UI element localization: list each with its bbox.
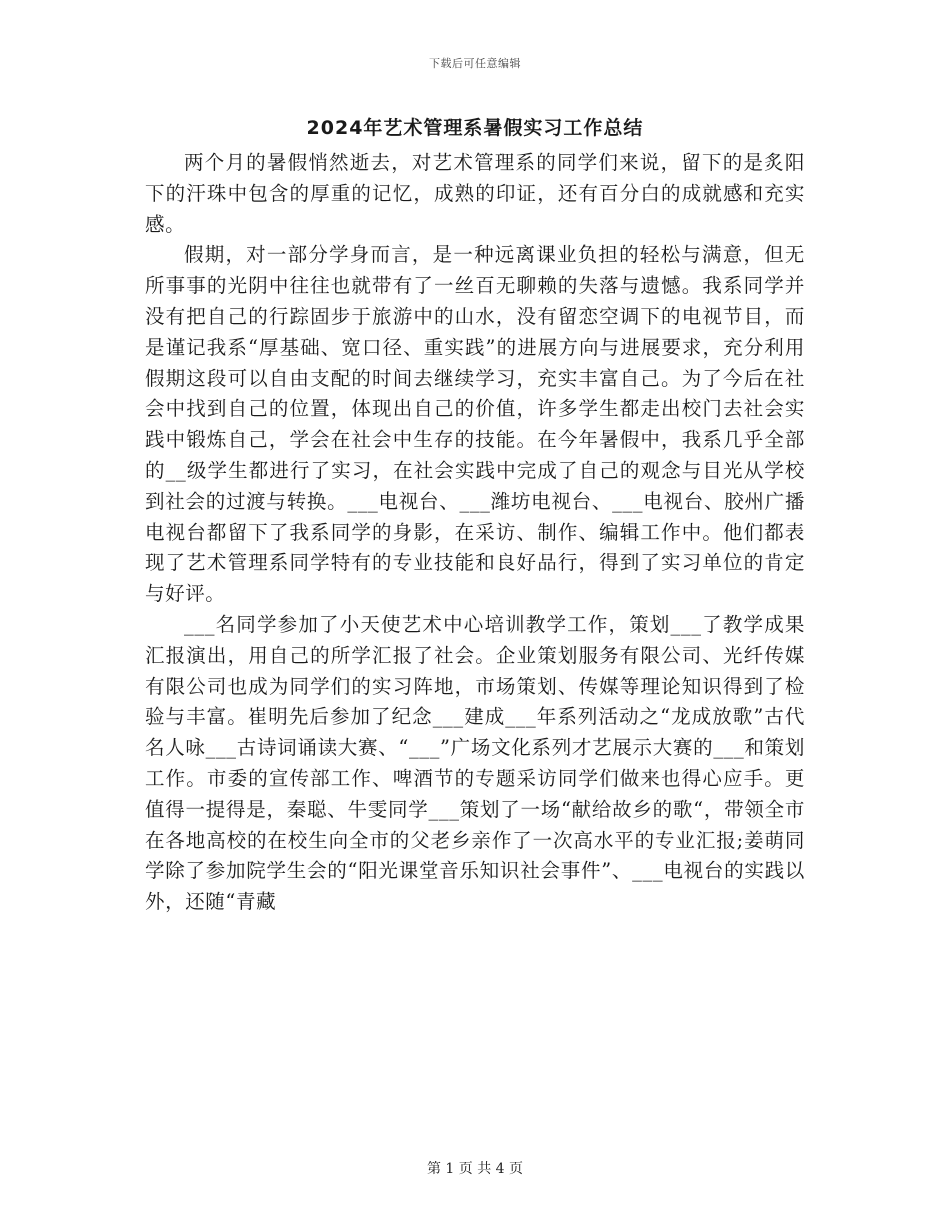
paragraph: 两个月的暑假悄然逝去，对艺术管理系的同学们来说，留下的是炙阳下的汗珠中包含的厚重的记忆，成熟的印证，还有百分白的成就感和充实感。 (145, 151, 805, 236)
paragraph: ___名同学参加了小天使艺术中心培训教学工作，策划___了教学成果汇报演出，用自己的所学汇报了社会。企业策划服务有限公司、光纤传媒有限公司也成为同学们的实习阵地，市场策划、传媒等理论知识得到了检验与丰富。崔明先后参加了纪念___建成___年系列活动之“龙成放歌”古代名人咏___古诗词诵读大赛、“___”广场文化系列才艺展示大赛的___和策划工作。市委的宣传部工作、啤酒节的专题采访同学们做来也得心应手。更值得一提得是，秦聪、牛雯同学___策划了一场“献给故乡的歌“，带领全市在各地高校的在校生向全市的父老乡亲作了一次高水平的专业汇报;姜萌同学除了参加院学生会的“阳光课堂音乐知识社会事件”、___电视台的实践以外，还随“青藏 (145, 612, 805, 914)
header-note: 下载后可任意编辑 (429, 57, 521, 70)
document-title: 2024年艺术管理系暑假实习工作总结 (306, 117, 644, 139)
paragraph: 假期，对一部分学身而言，是一种远离课业负担的轻松与满意，但无所事事的光阴中往往也就带有了一丝百无聊赖的失落与遗憾。我系同学并没有把自己的行踪固步于旅游中的山水，没有留恋空调下的电视节目，而是谨记我系“厚基础、宽口径、重实践”的进展方向与进展要求，充分利用假期这段可以自由支配的时间去继续学习，充实丰富自己。为了今后在社会中找到自己的位置，体现出自己的价值，许多学生都走出校门去社会实践中锻炼自己，学会在社会中生存的技能。在今年暑假中，我系几乎全部的__级学生都进行了实习，在社会实践中完成了自己的观念与目光从学校到社会的过渡与转换。___电视台、___潍坊电视台、___电视台、胶州广播电视台都留下了我系同学的身影，在采访、制作、编辑工作中。他们都表现了艺术管理系同学特有的专业技能和良好品行，得到了实习单位的肯定与好评。 (145, 243, 805, 606)
page-number: 第 1 页 共 4 页 (426, 1161, 524, 1177)
document-body (145, 148, 805, 918)
